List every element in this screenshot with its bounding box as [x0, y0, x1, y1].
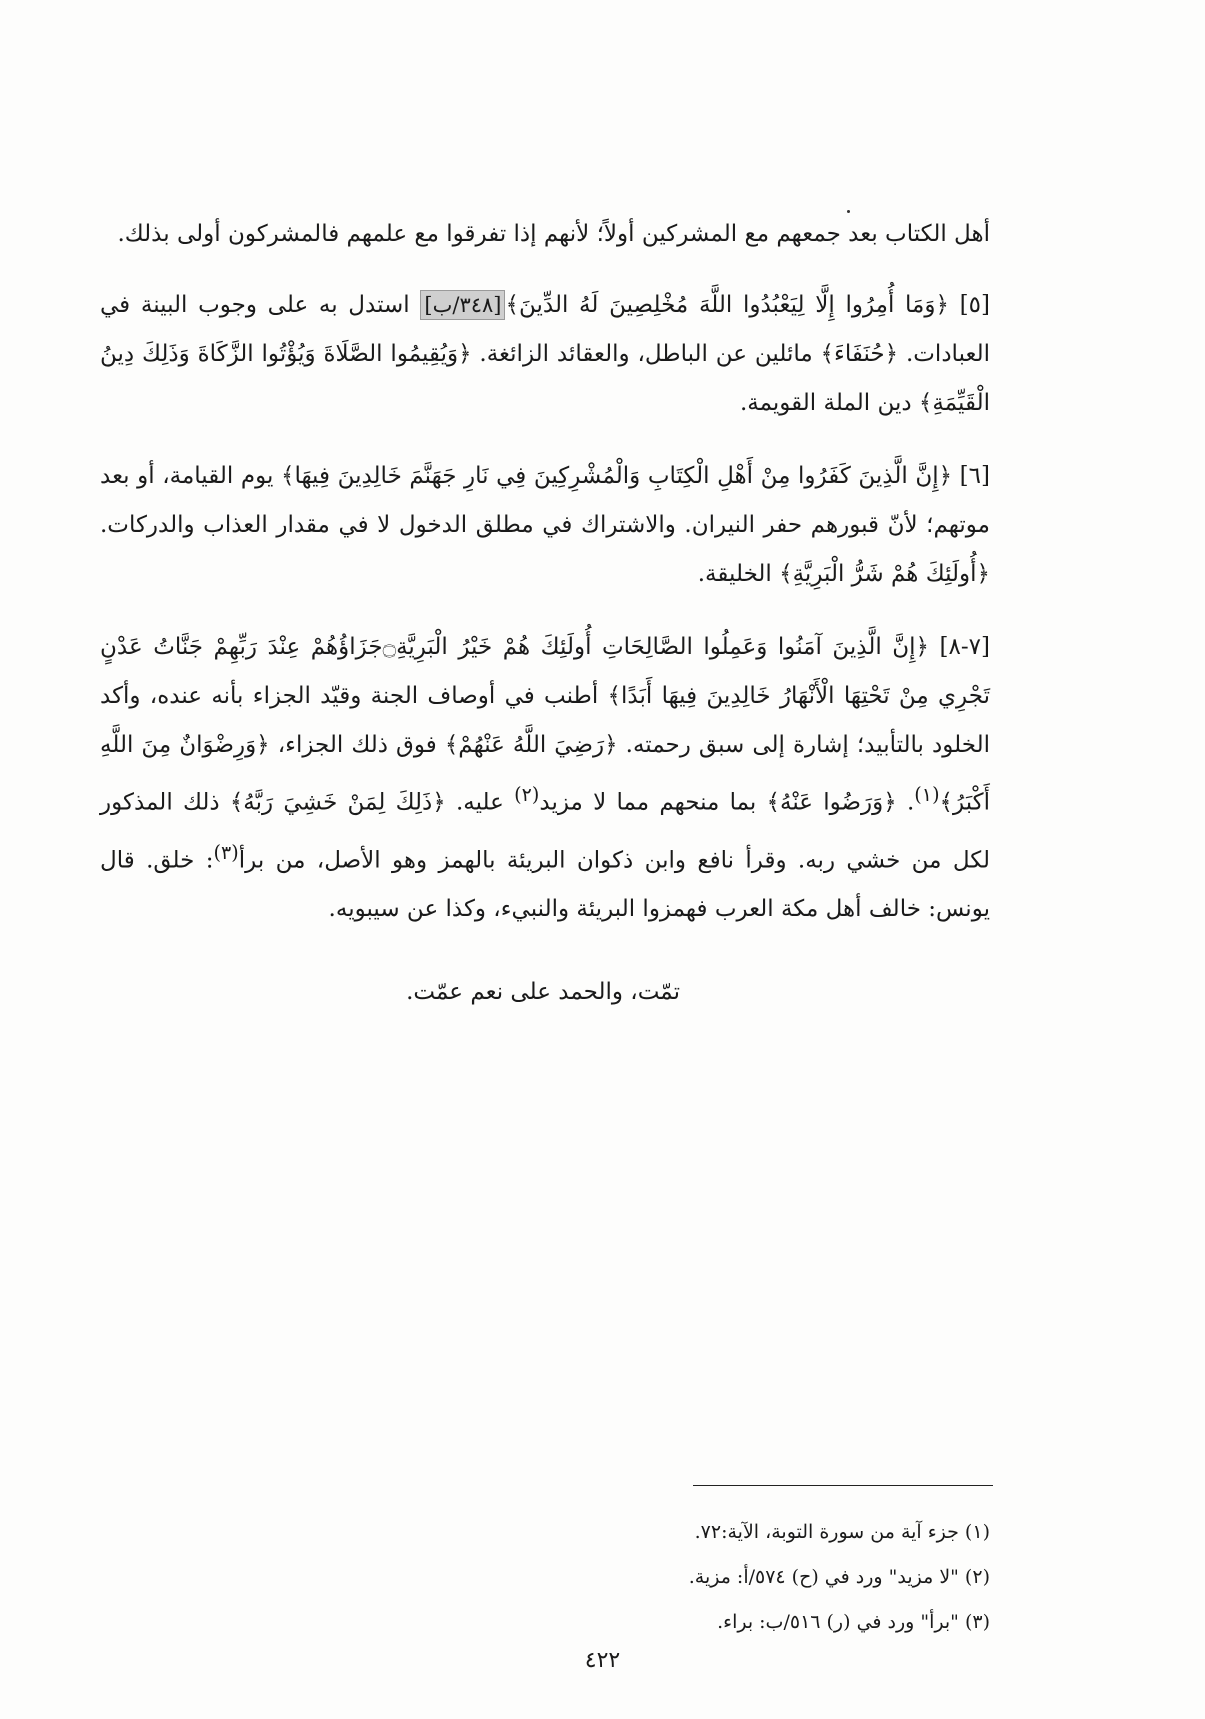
quran-quote: ﴿حُنَفَاءَ﴾: [820, 341, 899, 367]
quran-quote: ﴿إِنَّ الَّذِينَ آمَنُوا وَعَمِلُوا الصَّالِحَاتِ أُولَئِكَ هُمْ خَيْرُ الْبَرِيَّةِ۝جَزَاؤُهُمْ عِنْدَ رَبِّهِمْ جَنَّاتُ عَدْنٍ تَجْرِي مِنْ تَحْتِهَا الْأَنْهَارُ خَالِدِينَ فِيهَا أَبَدًا﴾: [100, 634, 990, 709]
footnotes-section: [200, 1510, 990, 1645]
footnote-1: (١) جزء آية من سورة التوبة، الآية:٧٢.: [694, 1521, 990, 1543]
footnote-separator: [693, 1485, 993, 1486]
footnote-3: (٣) "برأ" ورد في (ر) ٥١٦/ب: براء.: [717, 1611, 990, 1633]
commentary-text: عليه.: [445, 789, 515, 816]
paragraph-verses-7-8: [100, 623, 990, 934]
commentary-text: ذلك المذكور لكل من خشي ربه. وقرأ نافع وابن ذكوان البريئة بالهمز وهو الأصل، من برأ: [100, 789, 990, 874]
quran-quote: ﴿وَرِضْوَانٌ مِنَ اللَّهِ أَكْبَرُ﴾: [100, 732, 990, 816]
commentary-text: دين الملة القويمة.: [739, 390, 919, 416]
quran-quote: ﴿وَمَا أُمِرُوا إِلَّا لِيَعْبُدُوا اللَّهَ مُخْلِصِينَ لَهُ الدِّينَ﴾: [505, 292, 949, 318]
commentary-text: أطنب في أوصاف الجنة وقيّد الجزاء بأنه عنده، وأكد الخلود بالتأبيد؛ إشارة إلى سبق رحمته.: [100, 683, 990, 758]
main-text-body: [100, 210, 990, 1017]
quran-quote: ﴿رَضِيَ اللَّهُ عَنْهُمْ﴾: [444, 732, 618, 758]
commentary-text: مائلين عن الباطل، والعقائد الزائغة.: [471, 341, 821, 367]
footnote-ref: (٣): [213, 840, 239, 864]
closing-line: تمّت، والحمد على نعم عمّت.: [406, 979, 680, 1006]
verse-number: [٦]: [959, 463, 990, 489]
page-number: ٤٢٢: [584, 1648, 621, 1673]
quran-quote: ﴿أُولَئِكَ هُمْ شَرُّ الْبَرِيَّةِ﴾: [779, 561, 990, 587]
commentary-text: بما منحهم مما لا مزيد: [539, 789, 767, 816]
verse-number: [٧-٨]: [939, 634, 991, 660]
commentary-text: الخليقة.: [697, 561, 780, 587]
verse-number: [٥]: [959, 292, 990, 318]
commentary-text: استدل به على وجوب البينة في العبادات.: [100, 292, 990, 367]
quran-quote: ﴿إِنَّ الَّذِينَ كَفَرُوا مِنْ أَهْلِ الْكِتَابِ وَالْمُشْرِكِينَ فِي نَارِ جَهَنَّمَ خَالِدِينَ فِيهَا﴾: [280, 463, 953, 489]
manuscript-folio-marker: [٣٤٨/ب]: [420, 290, 505, 320]
intro-text: أهل الكتاب بعد جمعهم مع المشركين أولاً؛ لأنهم إذا تفرقوا مع علمهم فالمشركون أولى بذلك.: [117, 221, 990, 247]
footnote-ref: (٢): [514, 783, 540, 806]
footnote-ref: (١): [914, 783, 940, 806]
commentary-text: يوم القيامة، أو بعد موتهم؛ لأنّ قبورهم حفر النيران. والاشتراك في مطلق الدخول لا في مقدار العذاب والدركات.: [100, 463, 990, 538]
paragraph-verse-5: [100, 281, 990, 428]
paragraph-verse-6: [100, 452, 990, 599]
commentary-text: فوق ذلك الجزاء،: [269, 732, 445, 758]
quran-quote: ﴿ذَلِكَ لِمَنْ خَشِيَ رَبَّهُ﴾: [229, 789, 446, 816]
quran-quote: ﴿وَيُقِيمُوا الصَّلَاةَ وَيُؤْتُوا الزَّكَاةَ وَذَلِكَ دِينُ الْقَيِّمَةِ﴾: [100, 341, 990, 416]
commentary-text: : خلق. قال يونس: خالف أهل مكة العرب فهمزوا البريئة والنبيء، وكذا عن سيبويه.: [100, 847, 990, 923]
footnote-2: (٢) "لا مزيد" ورد في (ح) ٥٧٤/أ: مزية.: [688, 1566, 990, 1588]
paragraph-intro: [100, 210, 990, 259]
commentary-text: .: [896, 789, 915, 816]
quran-quote: ﴿وَرَضُوا عَنْهُ﴾: [766, 789, 897, 816]
